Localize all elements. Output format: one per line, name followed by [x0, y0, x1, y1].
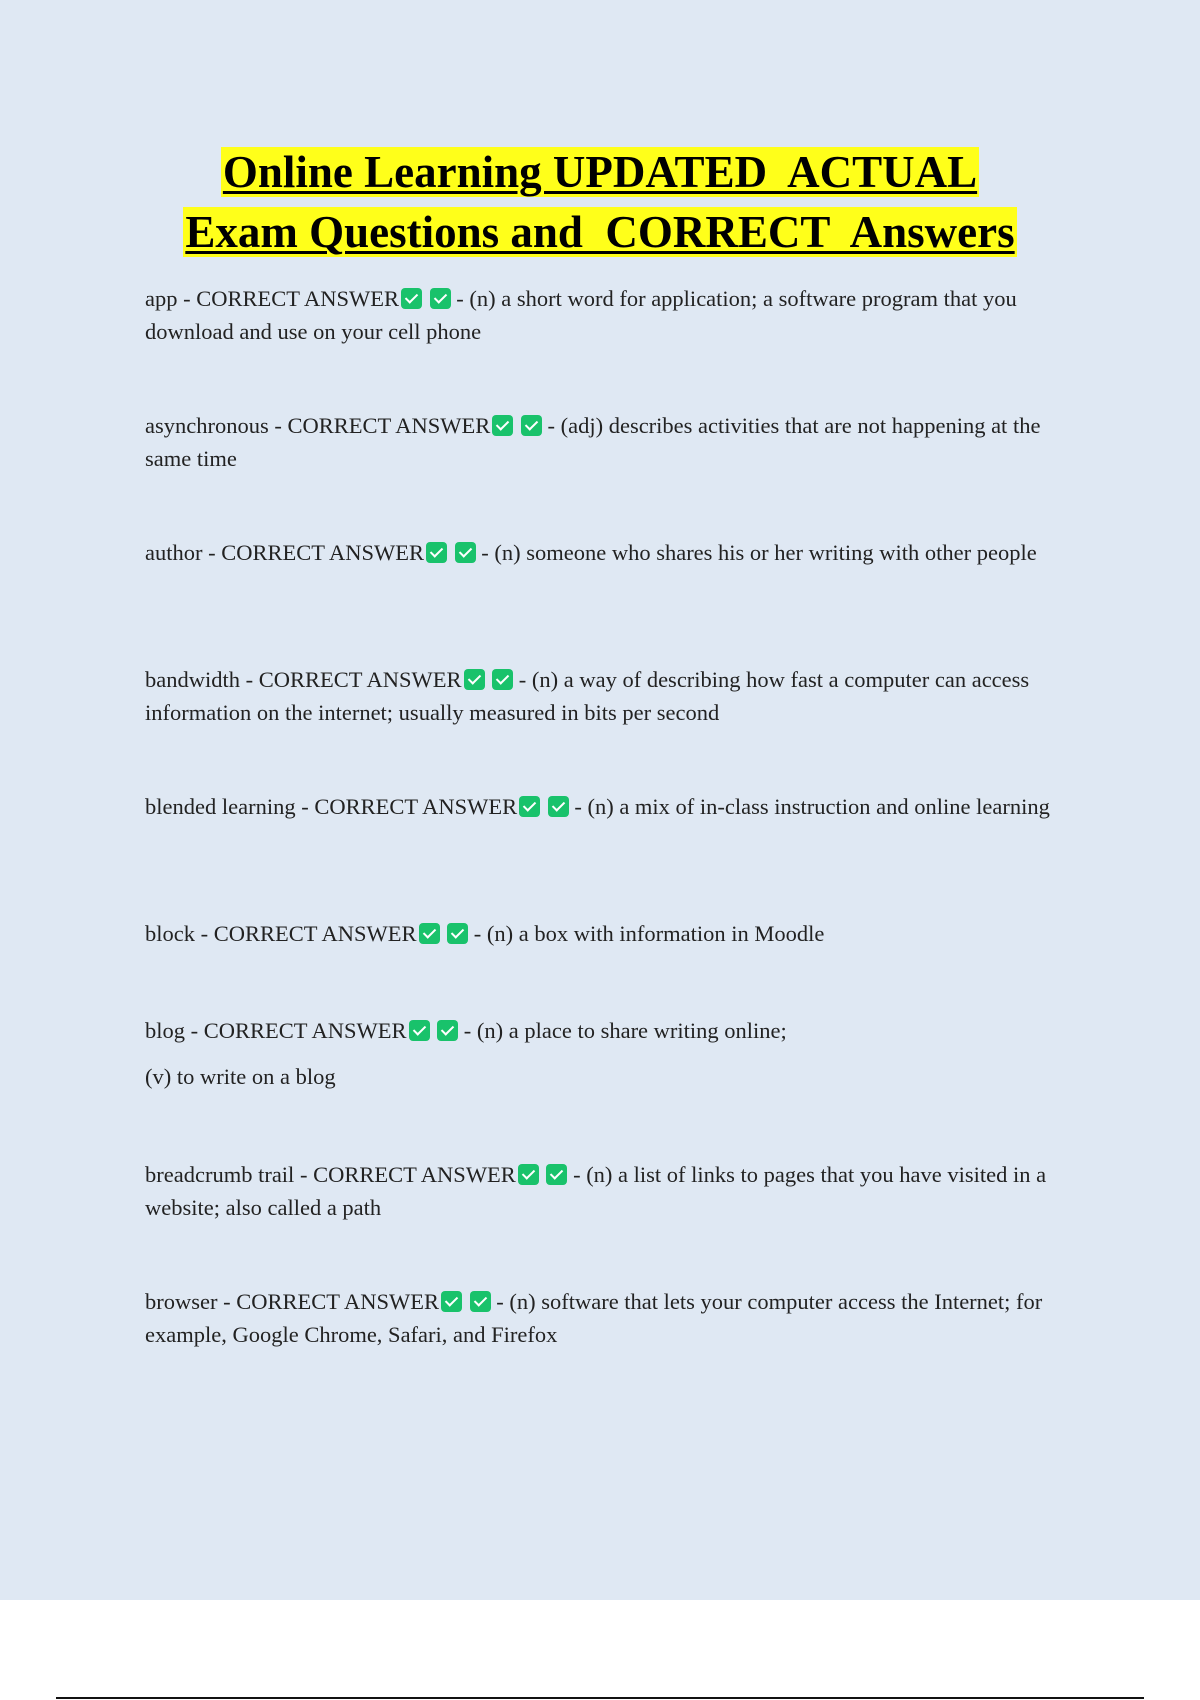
answer-marker: CORRECT ANSWER	[314, 794, 518, 819]
check-box-icon	[419, 923, 440, 944]
glossary-entry: blended learning - CORRECT ANSWER - (n) a mix of in-class instruction and online learning	[145, 794, 1050, 819]
check-box-icon	[518, 1164, 539, 1185]
entry-term: blog	[145, 1018, 186, 1043]
check-box-icon	[548, 796, 569, 817]
entry-term: asynchronous	[145, 413, 269, 438]
check-box-icon	[492, 415, 513, 436]
check-box-icon	[409, 1020, 430, 1041]
footer-divider	[56, 1697, 1144, 1699]
entry-definition: (n) a way of describing how fast a computer can access information on the internet; usually measured in bits per second	[145, 667, 1030, 725]
glossary-entry: browser - CORRECT ANSWER - (n) software that lets your computer access the Internet; for example, Google Chrome, Safari, and Firefox	[145, 1289, 1043, 1347]
glossary-entry: breadcrumb trail - CORRECT ANSWER - (n) a list of links to pages that you have visited in a website; also called a path	[145, 1162, 1047, 1220]
check-box-icon	[455, 542, 476, 563]
title-line-1: Online Learning UPDATED ACTUAL	[222, 147, 978, 197]
check-box-icon	[426, 542, 447, 563]
entry-term: breadcrumb trail	[145, 1162, 295, 1187]
entry-term: app	[145, 286, 178, 311]
check-box-icon	[464, 669, 485, 690]
entry-definition: (n) a list of links to pages that you have visited in a website; also called a path	[145, 1162, 1047, 1220]
glossary-entry: author - CORRECT ANSWER - (n) someone who shares his or her writing with other people	[145, 540, 1037, 565]
entry-term: blended learning	[145, 794, 296, 819]
check-box-icon	[437, 1020, 458, 1041]
entry-term: author	[145, 540, 203, 565]
glossary-entry: bandwidth - CORRECT ANSWER - (n) a way of describing how fast a computer can access information on the internet; usually measured in bits per second	[145, 667, 1030, 725]
entry-term: block	[145, 921, 195, 946]
glossary-entry: block - CORRECT ANSWER - (n) a box with information in Moodle	[145, 921, 825, 946]
answer-marker: CORRECT ANSWER	[258, 667, 462, 692]
answer-marker: CORRECT ANSWER	[203, 1018, 407, 1043]
entry-definition: (n) software that lets your computer access the Internet; for example, Google Chrome, Safari, and Firefox	[145, 1289, 1043, 1347]
check-box-icon	[492, 669, 513, 690]
answer-marker: CORRECT ANSWER	[221, 540, 424, 565]
page-title	[0, 142, 1200, 262]
glossary-entry: app - CORRECT ANSWER - (n) a short word for application; a software program that you download and use on your cell phone	[145, 286, 1017, 344]
title-line-2: Exam Questions and CORRECT Answers	[185, 207, 1015, 257]
check-box-icon	[441, 1291, 462, 1312]
entry-definition-continued: (v) to write on a blog	[145, 1064, 336, 1089]
check-box-icon	[470, 1291, 491, 1312]
check-box-icon	[447, 923, 468, 944]
entry-definition: (n) a place to share writing online;	[476, 1018, 787, 1043]
entry-definition: (n) a box with information in Moodle	[486, 921, 825, 946]
check-box-icon	[521, 415, 542, 436]
entry-definition: (n) a short word for application; a software program that you download and use on your cell phone	[145, 286, 1017, 344]
check-box-icon	[430, 288, 451, 309]
answer-marker: CORRECT ANSWER	[287, 413, 491, 438]
check-box-icon	[519, 796, 540, 817]
check-box-icon	[546, 1164, 567, 1185]
answer-marker: CORRECT ANSWER	[236, 1289, 439, 1314]
answer-marker: CORRECT ANSWER	[213, 921, 417, 946]
check-box-icon	[401, 288, 422, 309]
entry-definition: (adj) describes activities that are not happening at the same time	[145, 413, 1041, 471]
entry-definition: (n) someone who shares his or her writing with other people	[494, 540, 1037, 565]
answer-marker: CORRECT ANSWER	[196, 286, 399, 311]
entry-definition: (n) a mix of in-class instruction and online learning	[587, 794, 1050, 819]
entry-term: browser	[145, 1289, 218, 1314]
glossary-entry: asynchronous - CORRECT ANSWER - (adj) describes activities that are not happening at the same time	[145, 413, 1041, 471]
entry-term: bandwidth	[145, 667, 240, 692]
answer-marker: CORRECT ANSWER	[313, 1162, 516, 1187]
glossary-entry: blog - CORRECT ANSWER - (n) a place to share writing online; (v) to write on a blog	[145, 1014, 1085, 1093]
